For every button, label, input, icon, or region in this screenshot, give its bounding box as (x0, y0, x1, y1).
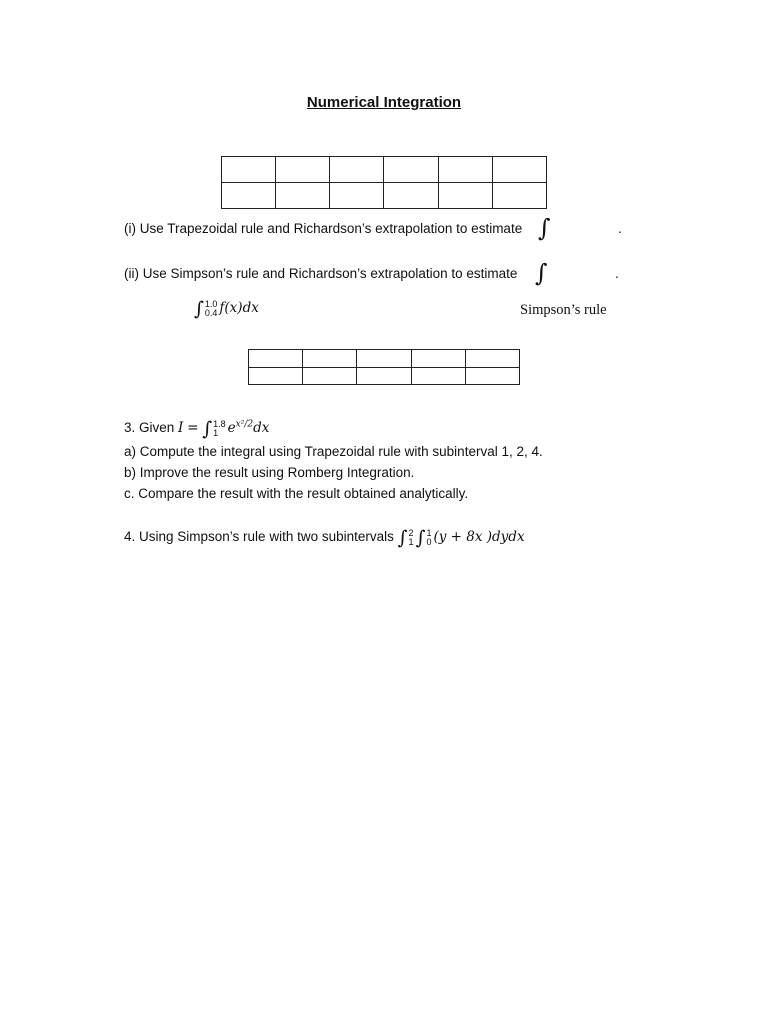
table-cell (384, 157, 438, 183)
data-table-1 (221, 156, 547, 209)
question-3-given (124, 418, 269, 440)
exp-base: e (227, 420, 236, 436)
table-row (222, 157, 547, 183)
table-row (249, 367, 520, 385)
question-3b: b) Improve the result using Romberg Integration. (124, 465, 415, 480)
integral-lower-limit: 1 (213, 427, 219, 438)
outer-lower-limit: 1 (408, 536, 414, 547)
table-cell (222, 157, 276, 183)
integral-sign-icon: ∫ (415, 527, 426, 549)
integral-fx (194, 298, 259, 320)
integral-variable: I (178, 420, 184, 436)
integral-body: f(x)dx (219, 300, 259, 316)
table-cell (438, 183, 492, 209)
question-2 (124, 266, 517, 281)
table-cell (249, 367, 303, 385)
question-3-prefix: 3. Given (124, 420, 175, 435)
integral-lower-limit: 0.4 (204, 307, 218, 318)
table-cell (276, 183, 330, 209)
equals-sign: = (187, 420, 199, 436)
table-cell (492, 157, 546, 183)
question-4-prefix: 4. Using Simpson’s rule with two subintervals (124, 529, 394, 544)
integral-sign-icon: ∫ (535, 259, 548, 287)
question-2-period: . (615, 266, 619, 281)
simpsons-rule-label: Simpson’s rule (520, 302, 607, 318)
page-title: Numerical Integration (306, 94, 462, 111)
integral-sign-icon: ∫ (202, 418, 213, 440)
inner-upper-limit: 1 (426, 527, 432, 538)
table-cell (357, 350, 411, 368)
question-1 (124, 221, 522, 236)
table-cell (411, 350, 465, 368)
integral-upper-limit: 1.0 (204, 298, 218, 309)
data-table-2 (248, 349, 520, 385)
table-cell (330, 157, 384, 183)
inner-lower-limit: 0 (426, 536, 432, 547)
table-cell (222, 183, 276, 209)
table-cell (303, 350, 357, 368)
table-cell (411, 367, 465, 385)
question-3a: a) Compute the integral using Trapezoidal rule with subinterval 1, 2, 4. (124, 444, 543, 459)
integral-upper-limit: 1.8 (213, 418, 226, 429)
exp-exponent: x²/2 (235, 419, 254, 430)
integral-dx: dx (253, 420, 270, 436)
question-2-text: (ii) Use Simpson’s rule and Richardson’s extrapolation to estimate (124, 266, 518, 281)
table-row (249, 350, 520, 368)
integral-sign-icon: ∫ (538, 214, 551, 242)
question-3c: c. Compare the result with the result obtained analytically. (124, 486, 469, 501)
table-row (222, 183, 547, 209)
table-cell (249, 350, 303, 368)
integral-sign-icon: ∫ (397, 527, 408, 549)
table-cell (465, 350, 519, 368)
question-1-period: . (618, 221, 622, 236)
table-cell (330, 183, 384, 209)
question-1-text: (i) Use Trapezoidal rule and Richardson’s extrapolation to estimate (124, 221, 523, 236)
table-cell (357, 367, 411, 385)
question-4 (124, 527, 525, 549)
table-cell (465, 367, 519, 385)
table-cell (303, 367, 357, 385)
double-integral-body: (y + 8x )dydx (433, 529, 525, 545)
table-cell (384, 183, 438, 209)
table-cell (438, 157, 492, 183)
table-cell (492, 183, 546, 209)
outer-upper-limit: 2 (408, 527, 414, 538)
integral-sign-icon: ∫ (194, 298, 204, 320)
table-cell (276, 157, 330, 183)
